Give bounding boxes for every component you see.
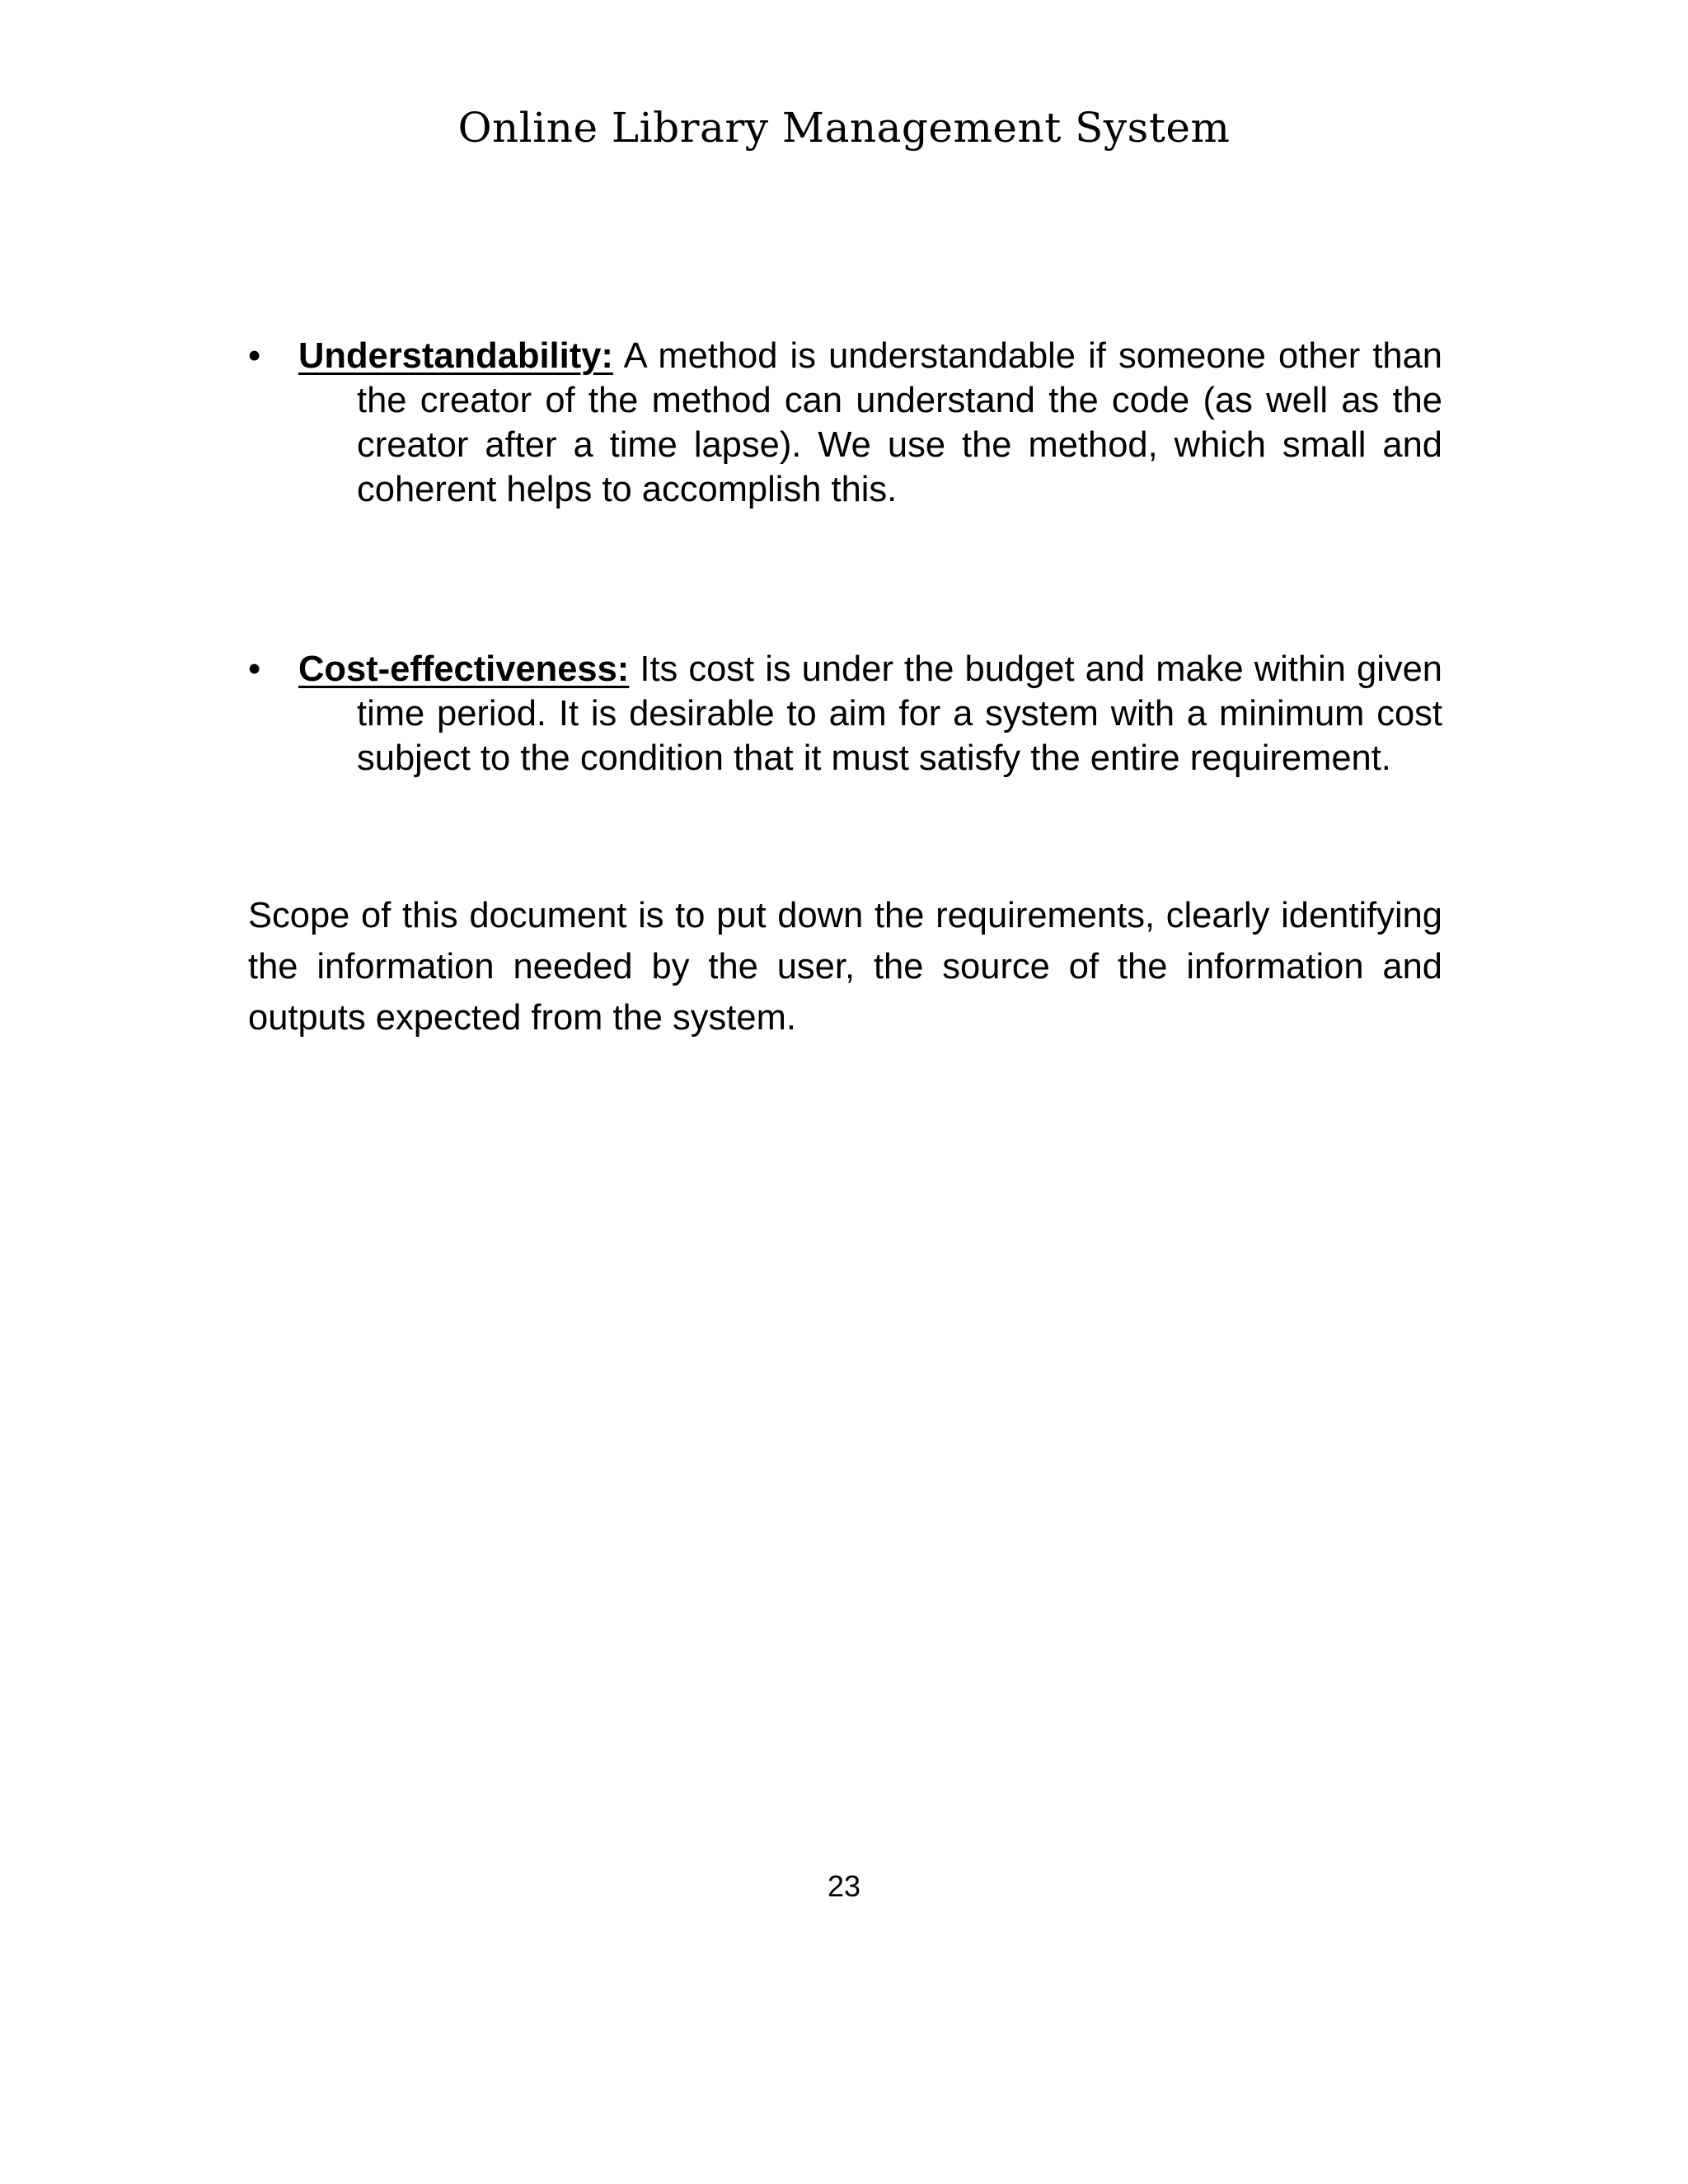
page-header-title: Online Library Management System <box>457 104 1231 152</box>
bullet-block <box>248 334 1442 512</box>
bullet-paragraph <box>298 647 1442 780</box>
scope-paragraph: Scope of this document is to put down the requirements, clearly identifying the information needed by the user, the source of the information and outputs expected from the system. <box>248 896 1442 1038</box>
bullet-item-understandability <box>248 334 1442 512</box>
page-number: 23 <box>827 1869 861 1903</box>
bullet-paragraph <box>298 334 1442 512</box>
bullet-body: Its cost is under the budget and make within given time period. It is desirable to aim for a system with a minimum cost subject to the condition that it must satisfy the entire requirement. <box>357 649 1442 778</box>
bullet-item-cost-effectiveness <box>248 647 1442 780</box>
bullet-block <box>248 647 1442 780</box>
bullet-icon: • <box>248 649 261 689</box>
bullet-body: A method is understandable if someone other than the creator of the method can understand the code (as well as the creator after a time lapse). We use the method, which small and coherent helps to accomplish this. <box>357 336 1442 509</box>
bullet-term: Cost-effectiveness: <box>298 649 630 689</box>
bullet-icon: • <box>248 336 261 376</box>
bullet-term: Understandability: <box>298 336 613 376</box>
